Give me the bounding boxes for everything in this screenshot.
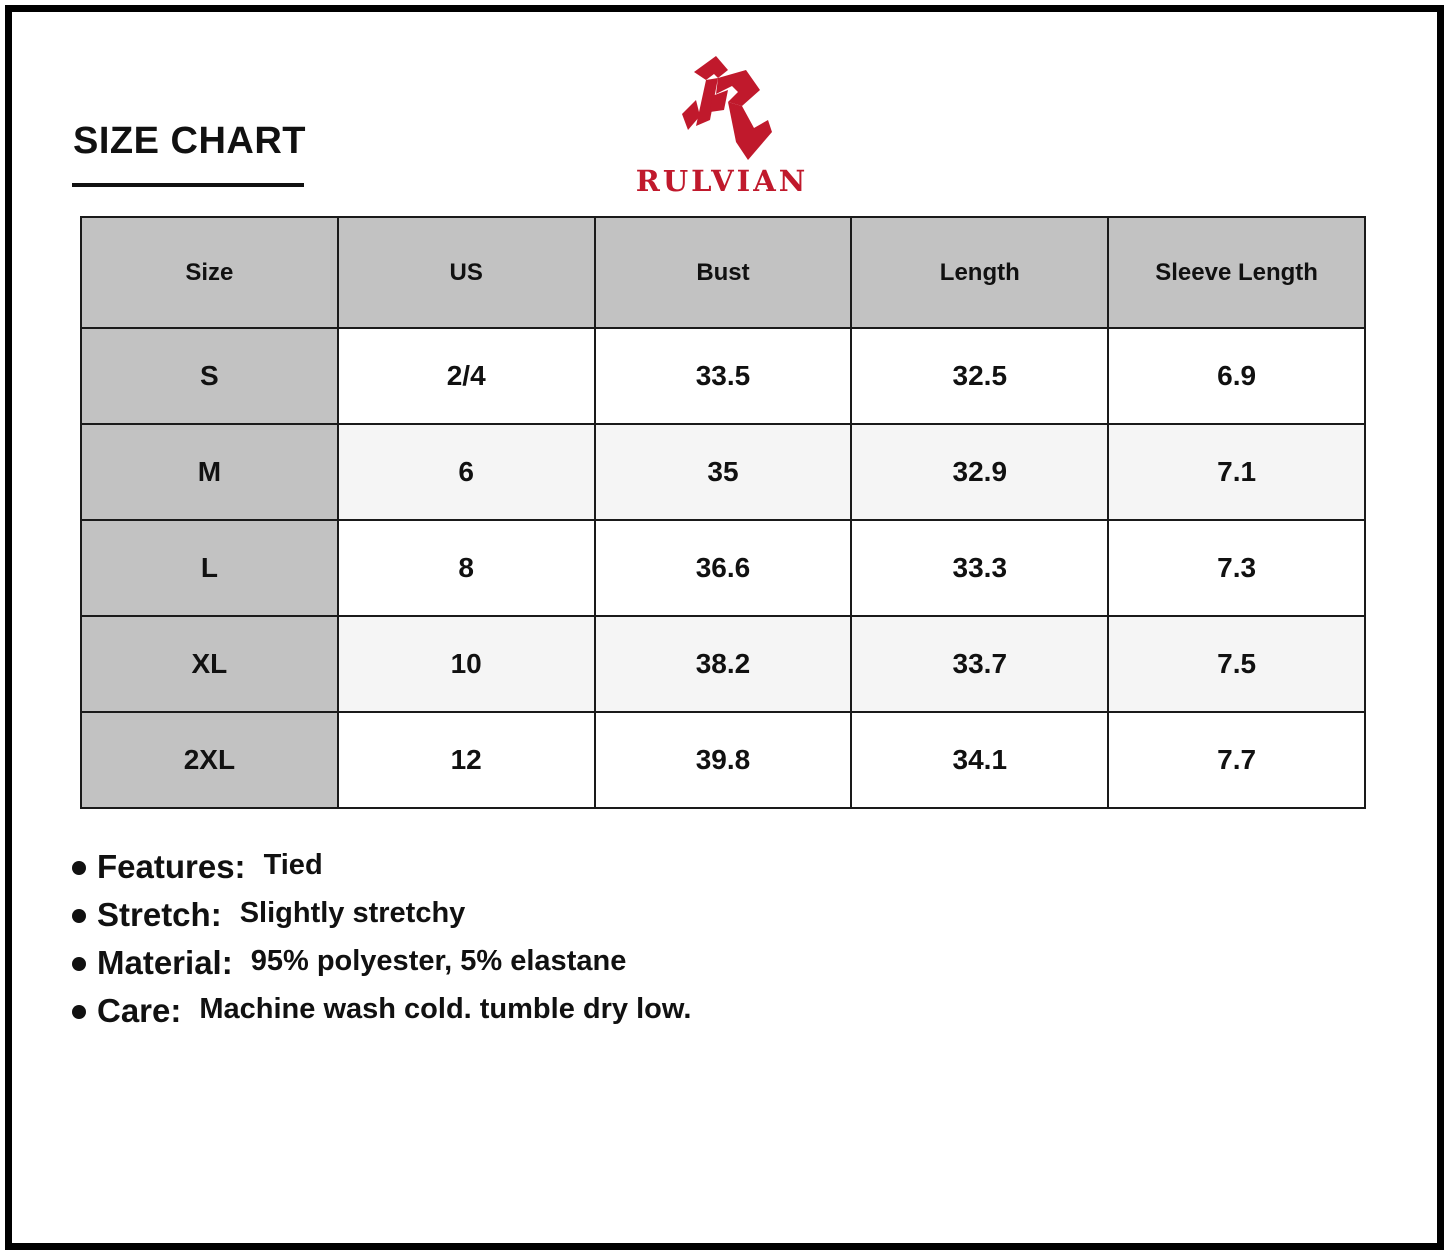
table-row (81, 520, 1365, 616)
page-title: SIZE CHART (73, 120, 306, 162)
detail-label: Care: (97, 992, 182, 1029)
stylized-r-logo-icon (672, 50, 778, 166)
table-cell-us: 2/4 (338, 328, 595, 424)
detail-label: Features: (97, 848, 246, 885)
table-cell-us: 6 (338, 424, 595, 520)
table-cell-length: 32.5 (851, 328, 1108, 424)
table-row (81, 328, 1365, 424)
detail-label: Material: (97, 944, 233, 981)
table-row (81, 424, 1365, 520)
table-cell-size: 2XL (81, 712, 338, 808)
header-bust: Bust (595, 217, 852, 328)
table-cell-size: XL (81, 616, 338, 712)
header-sleeve-length: Sleeve Length (1108, 217, 1365, 328)
table-cell-size: S (81, 328, 338, 424)
detail-value: Tied (263, 849, 323, 881)
header-us: US (338, 217, 595, 328)
table-cell-length: 33.3 (851, 520, 1108, 616)
bullet-icon (72, 861, 86, 875)
detail-label: Stretch: (97, 896, 222, 933)
bullet-icon (72, 909, 86, 923)
header-size: Size (81, 217, 338, 328)
table-cell-size: M (81, 424, 338, 520)
table-row (81, 712, 1365, 808)
table-cell-sleeve-length: 7.3 (1108, 520, 1365, 616)
table-cell-us: 12 (338, 712, 595, 808)
header-length: Length (851, 217, 1108, 328)
bullet-icon (72, 957, 86, 971)
table-row (81, 616, 1365, 712)
bullet-icon (72, 1005, 86, 1019)
table-cell-us: 8 (338, 520, 595, 616)
detail-features (72, 848, 691, 896)
table-cell-bust: 38.2 (595, 616, 852, 712)
size-table (80, 216, 1366, 809)
detail-material (72, 944, 691, 992)
table-cell-length: 34.1 (851, 712, 1108, 808)
detail-value: Machine wash cold. tumble dry low. (199, 993, 692, 1025)
detail-value: Slightly stretchy (239, 897, 466, 929)
table-cell-bust: 39.8 (595, 712, 852, 808)
brand-name: RULVIAN (635, 164, 809, 198)
detail-value: 95% polyester, 5% elastane (250, 945, 627, 977)
product-details-list (72, 848, 691, 1040)
table-cell-sleeve-length: 7.1 (1108, 424, 1365, 520)
table-cell-sleeve-length: 7.7 (1108, 712, 1365, 808)
table-cell-sleeve-length: 7.5 (1108, 616, 1365, 712)
table-cell-sleeve-length: 6.9 (1108, 328, 1365, 424)
table-cell-bust: 35 (595, 424, 852, 520)
detail-stretch (72, 896, 691, 944)
table-cell-size: L (81, 520, 338, 616)
table-cell-us: 10 (338, 616, 595, 712)
detail-care (72, 992, 691, 1040)
title-underline (72, 183, 304, 187)
table-cell-bust: 36.6 (595, 520, 852, 616)
table-cell-bust: 33.5 (595, 328, 852, 424)
table-cell-length: 33.7 (851, 616, 1108, 712)
table-cell-length: 32.9 (851, 424, 1108, 520)
table-header-row (81, 217, 1365, 328)
